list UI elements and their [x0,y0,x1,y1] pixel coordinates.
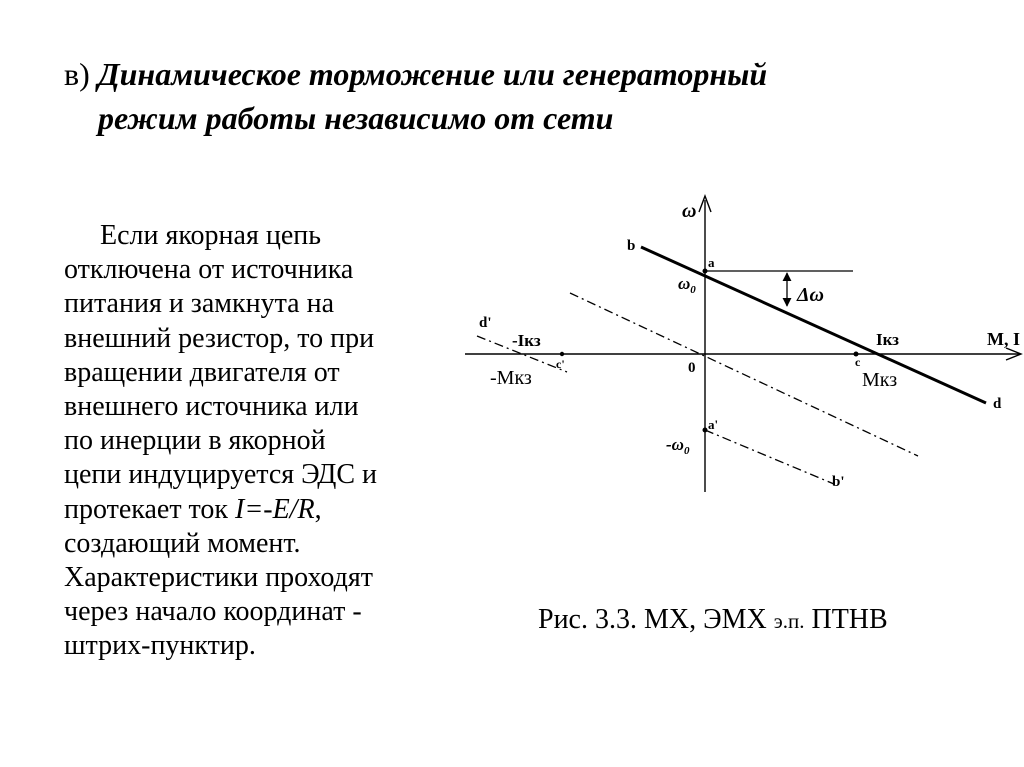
point-d-prime-label: d' [479,315,492,331]
formula-suffix: , [314,493,322,525]
point-c-label: c [855,355,861,369]
body-line: внешнего источника или [64,391,359,423]
body-line: по инерции в якорной [64,425,326,457]
neg-omega0-subscript: 0 [683,445,690,457]
torque-axis-label: M, I [987,329,1020,349]
point-d-label: d [993,396,1002,412]
caption-main: Рис. 3.3. МХ, ЭМХ [538,604,774,635]
point-c-prime-dot [560,352,564,356]
mkz-label: Mкз [862,369,898,391]
caption-abbrev: э.п. [773,609,805,633]
omega0-symbol: ω [678,274,691,293]
body-line: штрих-пунктир. [64,630,256,662]
formula-prefix: протекает ток [64,493,236,525]
omega0-label [678,274,696,296]
body-line: питания и замкнута на [64,288,335,320]
heading-title-line-2: режим работы независимо от сети [98,100,614,136]
point-a-dot [703,269,708,274]
heading-prefix: в) [64,56,90,92]
point-a-prime-label: a' [708,417,719,432]
neg-ikz-label: -Iкз [512,331,541,350]
point-c-prime-label: c' [556,357,565,371]
body-line: вращении двигателя от [64,356,340,388]
body-line: отключена от источника [64,254,354,286]
characteristic-a-prime-b-prime [705,430,834,484]
figure-caption [538,603,888,638]
delta-omega-label: Δω [797,284,825,306]
point-a-prime-dot [703,428,708,433]
point-a-label: a [708,255,715,270]
body-line: через начало координат - [64,596,362,628]
point-b-prime-label: b' [832,474,845,490]
body-line: Характеристики проходят [64,562,373,594]
caption-tail: ПТНВ [804,604,888,635]
omega-axis-label: ω [682,200,697,222]
body-line: Если якорная цепь [100,220,322,251]
body-line: создающий момент. [64,527,301,559]
neg-mkz-label: -Mкз [490,367,532,389]
point-b-label: b [627,238,636,254]
omega0-subscript: 0 [690,284,696,296]
neg-omega0-symbol: -ω [666,435,684,454]
body-line: цепи индуцируется ЭДС и [64,459,378,491]
body-line: внешний резистор, то при [64,322,375,354]
neg-omega0-label [666,435,690,457]
current-formula: I=-E/R [235,493,315,525]
origin-label: 0 [688,360,696,376]
ikz-label: Iкз [876,330,900,349]
heading-title-line-1: Динамическое торможение или генераторный [97,56,768,92]
